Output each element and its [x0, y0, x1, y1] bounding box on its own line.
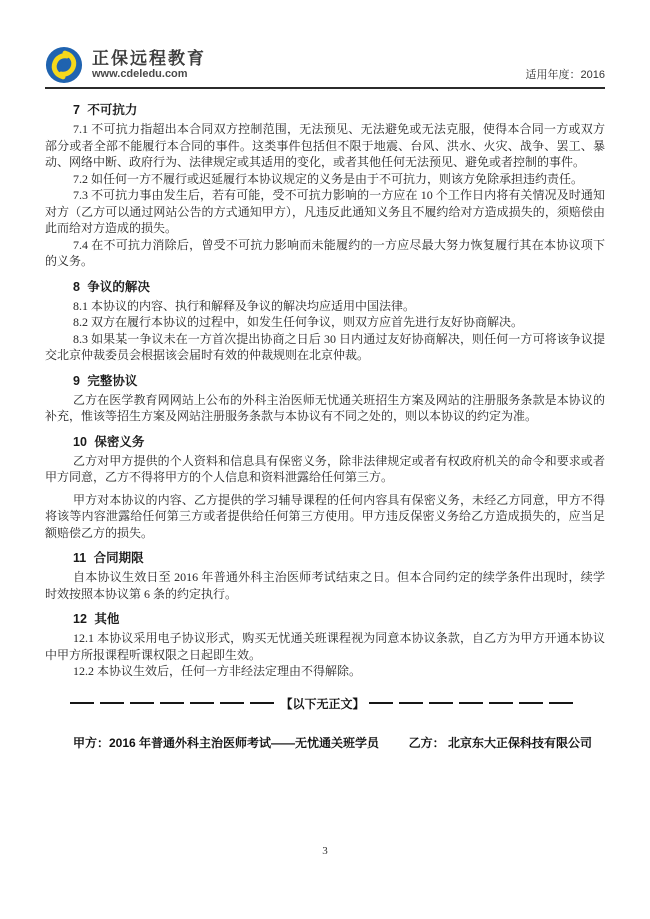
clause-paragraph: 12.2 本协议生效后，任何一方非经法定理由不得解除。 [73, 664, 362, 678]
clause-paragraph: 自本协议生效日至 2016 年普通外科主治医师考试结束之日。但本合同约定的续学条件出现时，续学时效按照本协议第 6 条的约定执行。 [45, 570, 605, 601]
clause-paragraph: 8.2 双方在履行本协议的过程中，如发生任何争议，则双方应首先进行友好协商解决。 [73, 315, 524, 329]
page-number: 3 [322, 845, 328, 857]
section-heading: 9 完整协议 [73, 373, 138, 388]
applicable-year-label: 适用年度：2016 [525, 69, 605, 81]
section-heading: 12 其他 [73, 612, 120, 626]
section-miscellaneous [45, 611, 605, 680]
section-force-majeure [45, 102, 605, 270]
clause-paragraph: 甲方对本协议的内容、乙方提供的学习辅导课程的任何内容具有保密义务，未经乙方同意，甲方不得将该等内容泄露给任何第三方或者提供给任何第三方使用。甲方违反保密义务给乙方造成损失的，应当足额赔偿乙方的损失。 [45, 492, 605, 540]
section-heading: 8 争议的解决 [73, 279, 150, 294]
section-heading: 11 合同期限 [73, 551, 144, 565]
clause-paragraph: 乙方在医学教育网网站上公布的外科主治医师无忧通关班招生方案及网站的注册服务条款是本协议的补充，惟该等招生方案及网站注册服务条款与本协议有不同之处的，则以本协议的约定为准。 [45, 392, 605, 423]
clause-paragraph: 乙方对甲方提供的个人资料和信息具有保密义务，除非法律规定或者有权政府机关的命令和要求或者甲方同意，乙方不得将甲方的个人信息和资料泄露给任何第三方。 [45, 453, 605, 484]
clause-paragraph: 7.2 如任何一方不履行或迟延履行本协议规定的义务是由于不可抗力，则该方免除承担违约责任。 [73, 171, 584, 186]
clause-paragraph: 8.1 本协议的内容、执行和解释及争议的解决均应适用中国法律。 [73, 298, 416, 313]
brand-url: www.cdeledu.com [92, 68, 188, 81]
party-a-signature: 甲方：2016 年普通外科主治医师考试——无忧通关班学员 [73, 735, 380, 750]
section-contract-term [45, 550, 605, 602]
dash-line-right [369, 702, 576, 705]
end-of-text-marker: 【以下无正文】 [280, 696, 365, 711]
clause-paragraph: 12.1 本协议采用电子协议形式，购买无忧通关班课程视为同意本协议条款，自乙方为甲方开通本协议中甲方所报课程听课权限之日起即生效。 [45, 631, 605, 662]
contract-body [0, 89, 650, 680]
section-heading: 10 保密义务 [73, 434, 145, 449]
page-header [0, 0, 650, 84]
party-b-signature: 乙方： 北京东大正保科技有限公司 [408, 735, 592, 750]
brand-logo-icon [45, 46, 83, 84]
end-of-text-separator [70, 695, 575, 712]
signature-row [73, 734, 592, 751]
section-confidentiality [45, 434, 605, 542]
clause-paragraph: 8.3 如果某一争议未在一方首次提出协商之日后 30 日内通过友好协商解决，则任何一方可将该争议提交北京仲裁委员会根据该会届时有效的仲裁规则在北京仲裁。 [45, 331, 605, 362]
clause-paragraph: 7.4 在不可抗力消除后，曾受不可抗力影响而未能履约的一方应尽最大努力恢复履行其在本协议项下的义务。 [45, 237, 605, 268]
clause-paragraph: 7.1 不可抗力指超出本合同双方控制范围，无法预见、无法避免或无法克服，使得本合同一方或双方部分或者全部不能履行本合同的事件。这类事件包括但不限于地震、台风、洪水、火灾、战争、罢工、暴动、网络中断、政府行为、法律规定或其适用的变化，或者其他任何无法预见、避免或者控制的事件。 [45, 122, 605, 169]
brand-name: 正保远程教育 [92, 48, 206, 68]
section-entire-agreement [45, 373, 605, 425]
brand [45, 46, 206, 84]
section-dispute-resolution [45, 279, 605, 364]
clause-paragraph: 7.3 不可抗力事由发生后，若有可能，受不可抗力影响的一方应在 10 个工作日内将有关情况及时通知对方（乙方可以通过网站公告的方式通知甲方），凡违反此通知义务且不履约给对方造成损失的，须赔偿由此而给对方造成的损失。 [45, 188, 605, 235]
dash-line-left [70, 702, 277, 705]
section-heading: 7 不可抗力 [73, 103, 138, 117]
brand-text [92, 49, 206, 81]
